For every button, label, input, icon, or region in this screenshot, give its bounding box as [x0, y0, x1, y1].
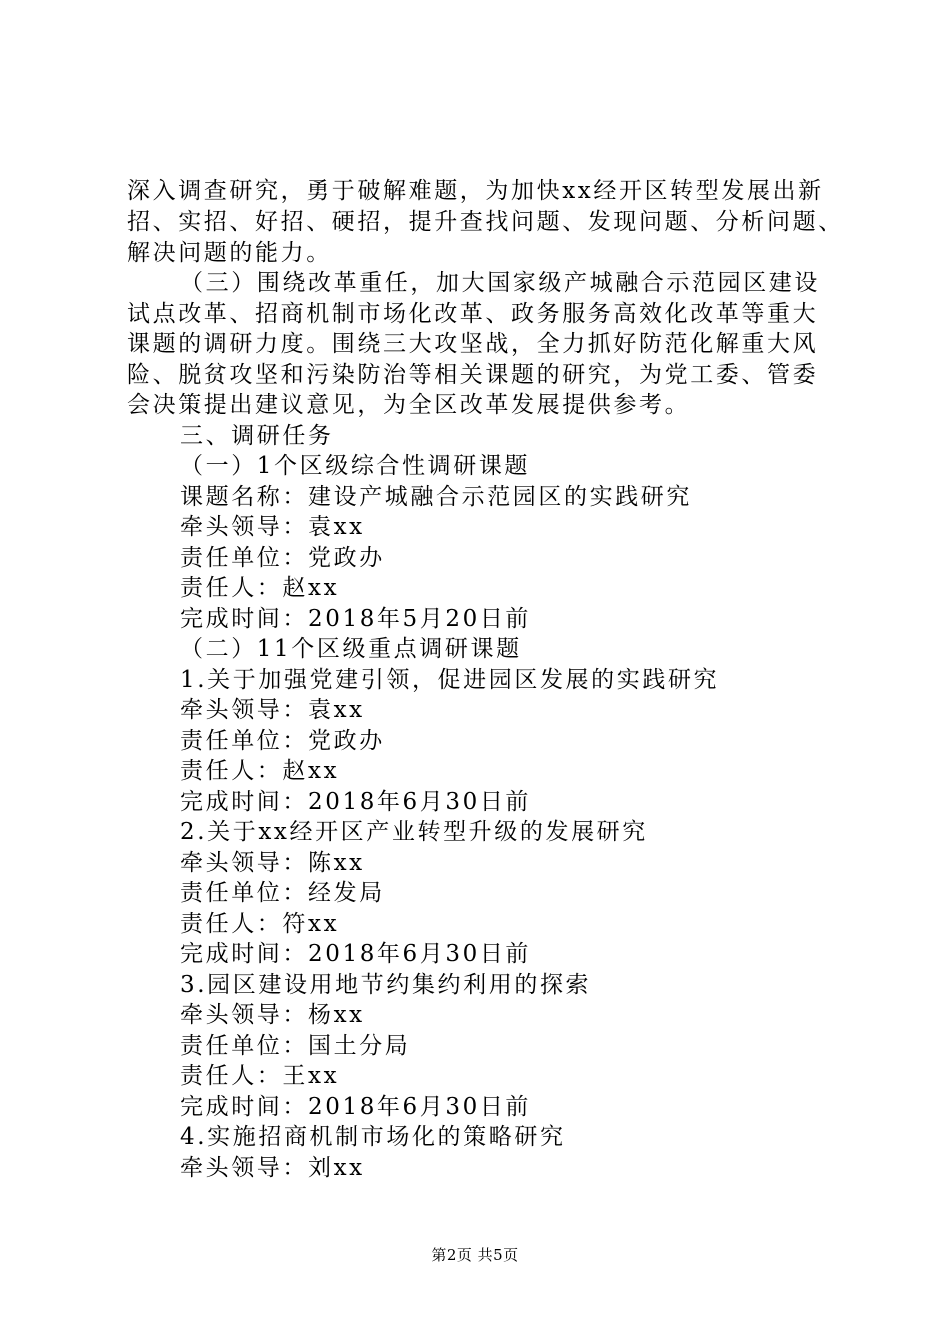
task-line: 责任人：赵xx [180, 575, 340, 601]
section-heading: 三、调研任务 [180, 423, 334, 449]
task-line: 牵头领导：刘xx [180, 1155, 365, 1181]
task-title: 4.实施招商机制市场化的策略研究 [180, 1124, 566, 1150]
subsection-heading: （一）1个区级综合性调研课题 [180, 453, 531, 479]
task-title: 1.关于加强党建引领，促进园区发展的实践研究 [180, 667, 720, 693]
task-line: 责任人：赵xx [180, 758, 340, 784]
task-line: 完成时间：2018年6月30日前 [180, 941, 532, 967]
paragraph-line: 试点改革、招商机制市场化改革、政务服务高效化改革等重大 [127, 301, 819, 327]
paragraph-line: 会决策提出建议意见，为全区改革发展提供参考。 [127, 392, 691, 418]
page-number-footer: 第2页 共5页 [431, 1246, 519, 1264]
task-line: 牵头领导：袁xx [180, 514, 365, 540]
task-line: 责任单位：党政办 [180, 545, 385, 571]
task-line: 完成时间：2018年6月30日前 [180, 1094, 532, 1120]
task-title: 2.关于xx经开区产业转型升级的发展研究 [180, 819, 648, 845]
task-line: 牵头领导：杨xx [180, 1002, 365, 1028]
task-line: 完成时间：2018年5月20日前 [180, 606, 532, 632]
task-line: 责任单位：经发局 [180, 880, 385, 906]
task-line: 牵头领导：袁xx [180, 697, 365, 723]
paragraph-line: 解决问题的能力。 [127, 240, 332, 266]
paragraph-line: 课题的调研力度。围绕三大攻坚战，全力抓好防范化解重大风 [127, 331, 819, 357]
paragraph-line: 深入调查研究，勇于破解难题，为加快xx经开区转型发展出新 [127, 178, 824, 204]
task-line: 责任单位：国土分局 [180, 1033, 411, 1059]
task-line: 牵头领导：陈xx [180, 850, 365, 876]
task-title: 3.园区建设用地节约集约利用的探索 [180, 972, 592, 998]
paragraph-line: 险、脱贫攻坚和污染防治等相关课题的研究，为党工委、管委 [127, 362, 819, 388]
task-line: 责任单位：党政办 [180, 728, 385, 754]
task-line: 完成时间：2018年6月30日前 [180, 789, 532, 815]
task-line: 责任人：符xx [180, 911, 340, 937]
paragraph-line: （三）围绕改革重任，加大国家级产城融合示范园区建设 [180, 270, 820, 296]
paragraph-line: 招、实招、好招、硬招，提升查找问题、发现问题、分析问题、 [127, 209, 844, 235]
task-line: 责任人：王xx [180, 1063, 340, 1089]
subsection-heading: （二）11个区级重点调研课题 [180, 636, 522, 662]
task-line: 课题名称：建设产城融合示范园区的实践研究 [180, 484, 692, 510]
